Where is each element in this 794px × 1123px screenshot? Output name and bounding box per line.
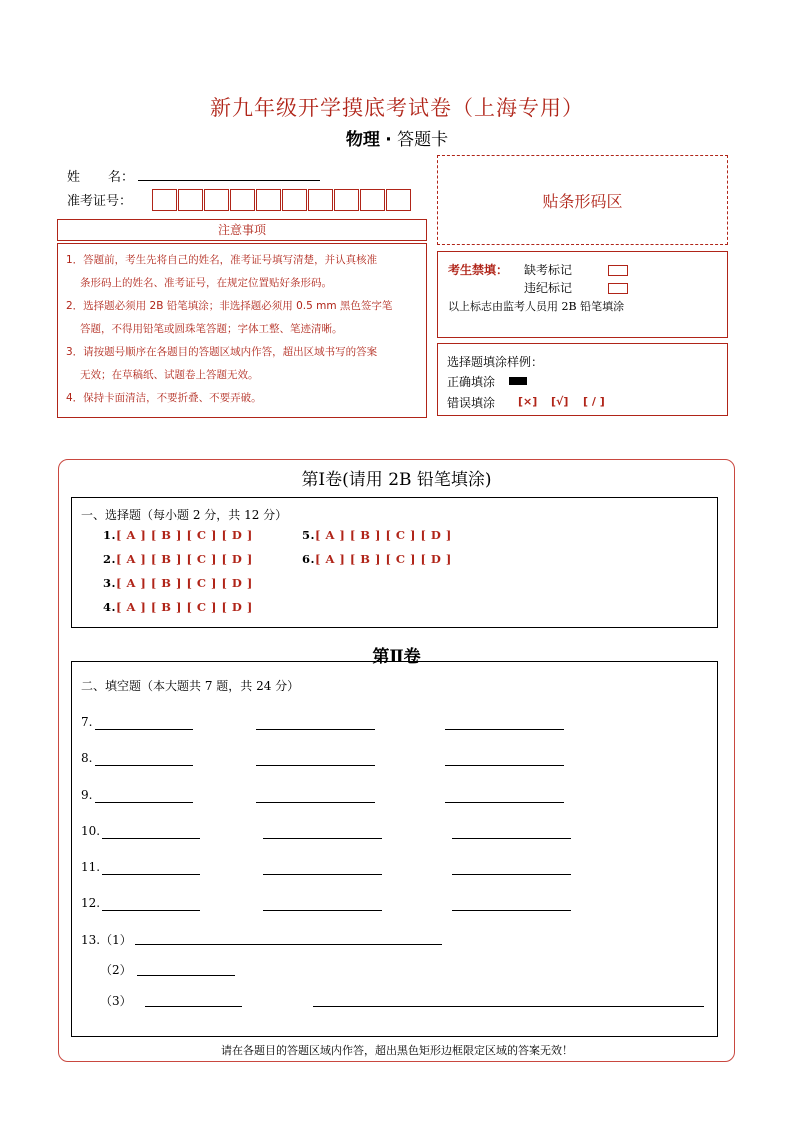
card-subtitle: [0, 125, 794, 150]
answer-line[interactable]: [102, 874, 200, 875]
id-label: 准考证号：: [67, 194, 133, 209]
choice-question: [103, 600, 253, 614]
answer-line[interactable]: [452, 910, 571, 911]
ban-label: 考生禁填：: [448, 263, 509, 277]
choice-question: [103, 528, 253, 542]
notice-item-cont: 无效；在草稿纸、试题卷上答题无效。: [80, 369, 259, 381]
question-number: 6.: [302, 552, 316, 566]
answer-line[interactable]: [256, 729, 375, 730]
question-options[interactable]: [ A ] [ B ] [ C ] [ D ]: [116, 600, 253, 614]
answer-line[interactable]: [445, 729, 564, 730]
answer-line[interactable]: [145, 1006, 242, 1007]
answer-line[interactable]: [137, 975, 235, 976]
sample-heading: 选择题填涂样例：: [447, 355, 544, 369]
fill-row-label: （3）: [100, 994, 132, 1008]
choice-question: [103, 576, 253, 590]
id-digit-box[interactable]: [178, 189, 203, 211]
id-digit-box[interactable]: [360, 189, 385, 211]
question-number: 4.: [103, 600, 117, 614]
barcode-label: 贴条形码区: [542, 191, 623, 211]
fill-row-label: 11.: [81, 860, 101, 874]
fill-row-label: 12.: [81, 896, 101, 910]
card-label: 答题卡: [397, 130, 449, 150]
answer-line[interactable]: [452, 874, 571, 875]
notice-item-cont: 条形码上的姓名、准考证号，在规定位置贴好条形码。: [80, 277, 332, 289]
notice-item: 3．请按题号顺序在各题目的答题区域内作答，超出区域书写的答案: [66, 346, 378, 358]
violation-mark-box[interactable]: [608, 283, 628, 294]
answer-line[interactable]: [95, 802, 193, 803]
question-options[interactable]: [ A ] [ B ] [ C ] [ D ]: [315, 552, 452, 566]
part1-title: 第Ⅰ卷(请用 2B 铅笔填涂): [301, 470, 492, 490]
notice-item: 2．选择题必须用 2B 铅笔填涂；非选择题必须用 0.5 mm 黑色签字笔: [66, 300, 393, 312]
question-number: 1.: [103, 528, 117, 542]
answer-line[interactable]: [95, 765, 193, 766]
subject-label: 物理: [345, 130, 380, 150]
fill-row-label: 8.: [81, 751, 93, 765]
wrong-mark-slash: [ / ]: [583, 395, 605, 408]
notice-item-cont: 答题，不得用铅笔或圆珠笔答题；字体工整、笔迹清晰。: [80, 323, 343, 335]
question-options[interactable]: [ A ] [ B ] [ C ] [ D ]: [116, 552, 253, 566]
correct-fill-mark: [509, 377, 527, 385]
part2-title: 第Ⅱ卷: [372, 647, 421, 667]
answer-line[interactable]: [256, 802, 375, 803]
answer-line[interactable]: [445, 802, 564, 803]
question-options[interactable]: [ A ] [ B ] [ C ] [ D ]: [315, 528, 452, 542]
fill-section-title: 二、填空题（本大题共 7 题，共 24 分）: [81, 679, 300, 693]
id-digit-box[interactable]: [256, 189, 281, 211]
notice-item: 1．答题前，考生先将自己的姓名，准考证号填写清楚，并认真核准: [66, 254, 378, 266]
absent-mark-box[interactable]: [608, 265, 628, 276]
choice-question: [103, 552, 253, 566]
wrong-mark-check: [√]: [551, 395, 569, 408]
fill-row-label: 9.: [81, 788, 93, 802]
wrong-mark-cross: [×]: [518, 395, 538, 408]
barcode-area: [437, 155, 728, 245]
notice-item: 4．保持卡面清洁，不要折叠、不要弄破。: [66, 392, 262, 404]
id-digit-box[interactable]: [334, 189, 359, 211]
id-digit-box[interactable]: [308, 189, 333, 211]
question-options[interactable]: [ A ] [ B ] [ C ] [ D ]: [116, 576, 253, 590]
fill-row-label: 7.: [81, 715, 93, 729]
wrong-fill-label: 错误填涂: [447, 396, 496, 410]
name-label-2: 名：: [108, 170, 135, 185]
choice-section-title: 一、选择题（每小题 2 分，共 12 分）: [81, 508, 288, 522]
choice-question: [302, 552, 452, 566]
answer-line[interactable]: [102, 838, 200, 839]
correct-fill-label: 正确填涂: [447, 375, 496, 389]
answer-line[interactable]: [135, 944, 442, 945]
id-digit-box[interactable]: [230, 189, 255, 211]
exam-title: 新九年级开学摸底考试卷（上海专用）: [210, 96, 584, 120]
answer-line[interactable]: [313, 1006, 704, 1007]
footer-warning: 请在各题目的答题区域内作答，超出黑色矩形边框限定区域的答案无效！: [221, 1044, 573, 1057]
answer-line[interactable]: [263, 910, 382, 911]
id-digit-box[interactable]: [386, 189, 411, 211]
examiner-only-box: [437, 251, 728, 338]
ban-note: 以上标志由监考人员用 2B 铅笔填涂: [448, 300, 625, 313]
id-digit-box[interactable]: [152, 189, 177, 211]
choice-section: [71, 497, 718, 628]
fill-sample-box: [437, 343, 728, 416]
violation-label: 违纪标记: [524, 281, 573, 295]
answer-line[interactable]: [263, 874, 382, 875]
id-digit-box[interactable]: [282, 189, 307, 211]
subtitle-dot: ·: [385, 130, 392, 150]
answer-line[interactable]: [95, 729, 193, 730]
name-label-1: 姓: [67, 170, 81, 185]
name-field[interactable]: [138, 180, 320, 181]
answer-line[interactable]: [452, 838, 571, 839]
absent-label: 缺考标记: [524, 263, 573, 277]
fill-row-label: 10.: [81, 824, 101, 838]
answer-line[interactable]: [102, 910, 200, 911]
answer-line[interactable]: [445, 765, 564, 766]
answer-line[interactable]: [256, 765, 375, 766]
answer-line[interactable]: [263, 838, 382, 839]
question-number: 5.: [302, 528, 316, 542]
notice-heading: 注意事项: [57, 219, 427, 241]
notice-box: [57, 243, 427, 418]
question-options[interactable]: [ A ] [ B ] [ C ] [ D ]: [116, 528, 253, 542]
fill-row-label: 13.（1）: [81, 933, 132, 947]
choice-question: [302, 528, 452, 542]
question-number: 3.: [103, 576, 117, 590]
question-number: 2.: [103, 552, 117, 566]
fill-row-label: （2）: [100, 963, 132, 977]
id-digit-box[interactable]: [204, 189, 229, 211]
fill-section: [71, 661, 718, 1037]
